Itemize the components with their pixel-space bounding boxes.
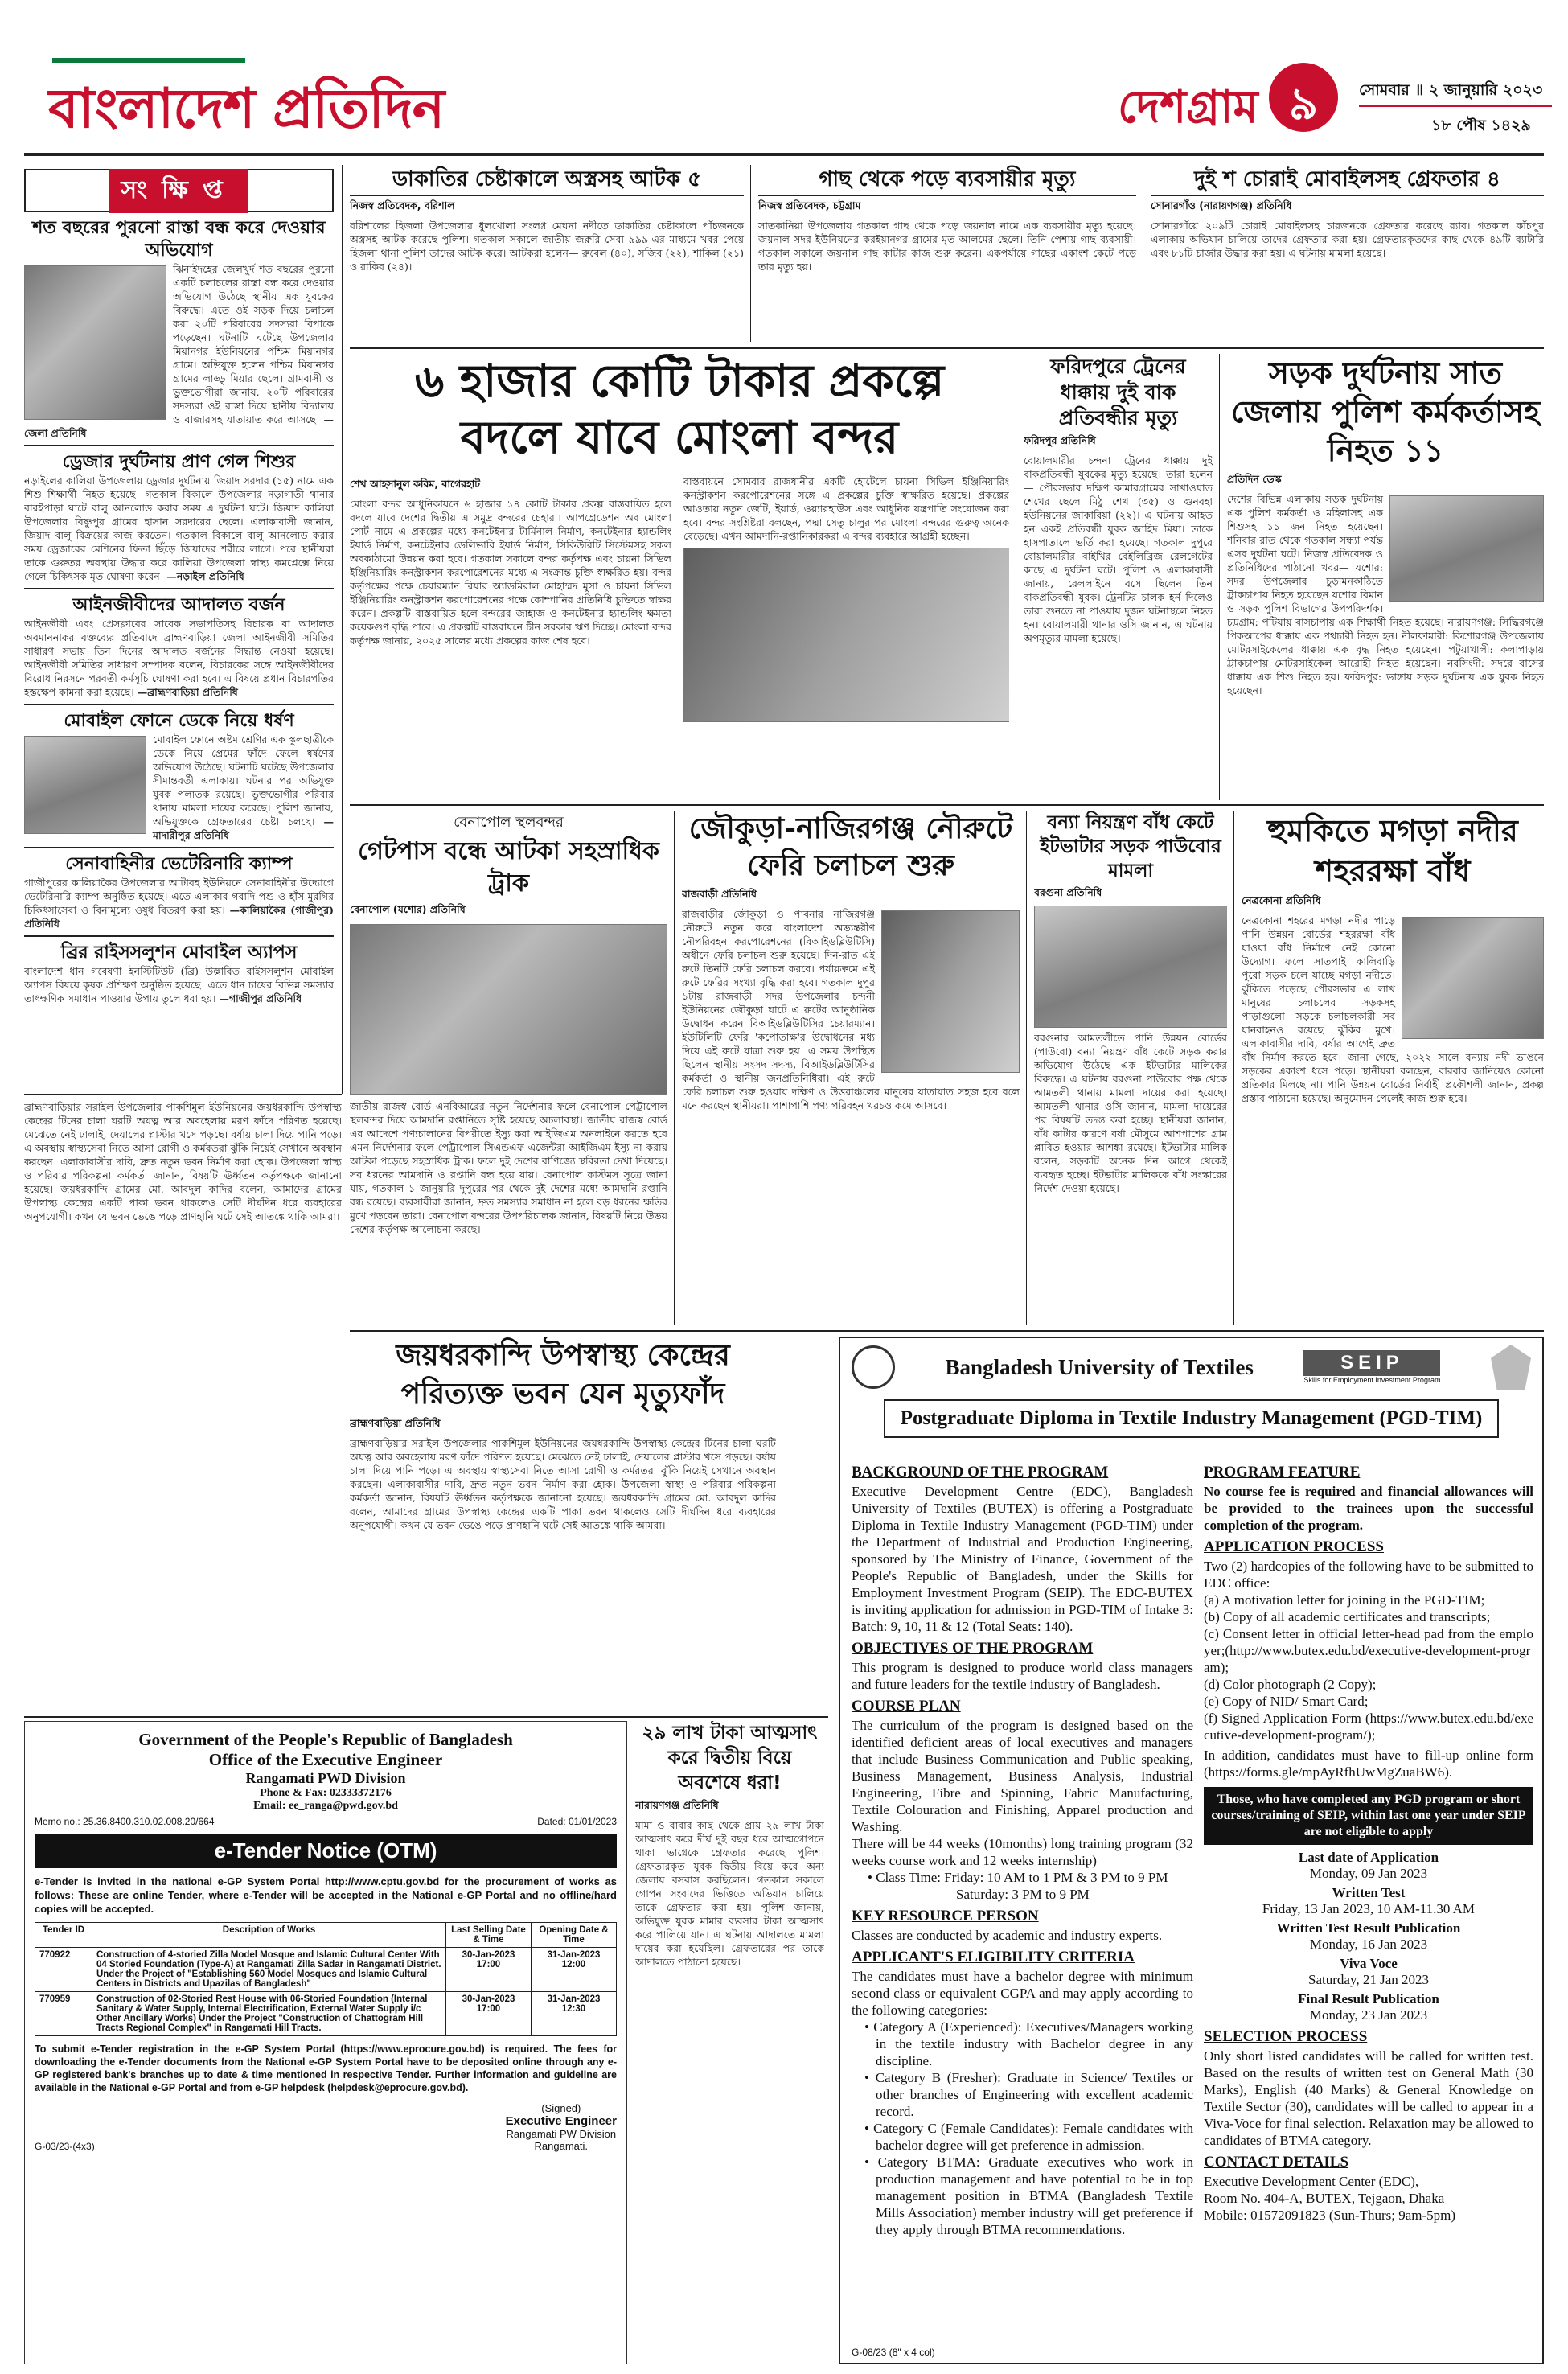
news-body: রাজবাড়ীর জৌকুড়া ও পাবনার নাজিরগঞ্জ নৌরুটে নতুন করে বাংলাদেশ অভ্যন্তরীণ নৌপরিবহন করপোরেশনের (বিআইডব্লিউটিসি) অধীনে ফেরি চলাচল শুরু হয়েছে। দিন-রাত এই রুটে তিনটি ফেরি চলাচল করবে। পর্যায়ক্রমে এই রুটে ফেরির সংখ্যা বৃদ্ধি করা হবে। গতকাল দুপুর ১টায় রাজবাড়ী সদর উপজেলার চন্দনী ইউনিয়নের জৌকুড়া ঘাটে এ রুটের আনুষ্ঠানিক উদ্বোধন করেন বিআইডব্লিউটিসির চেয়ারম্যান। ইউটিলিটি ফেরি 'কপোতাক্ষ'র উদ্বোধনের মধ্য দিয়ে এই রুটে যাত্রা শুরু হয়। এ সময় উপস্থিত ছিলেন স্থানীয় সংসদ সদস্য, বিআইডব্লিউটিসির কর্মকর্তা ও স্থানীয় জনপ্রতিনিধিরা। এই রুটে ফেরি চলাচল শুরু হওয়ায় দক্ষিণ ও উত্তরাঞ্চলের মানুষের যাতায়াত সহজ হবে বলে মনে করছেন স্থানীয়রা। পাশাপাশি পণ্য পরিবহন খরচও কমে আসবে। (682, 908, 1020, 1111)
date-value: Monday, 23 Jan 2023 (1309, 2007, 1428, 2023)
sidebar-item (24, 710, 334, 842)
news-photo (881, 910, 1020, 1073)
sidebar (24, 169, 334, 1078)
sel-heading: SELECTION PROCESS (1204, 2028, 1368, 2045)
lead-body: মোংলা বন্দর আধুনিকায়নে ৬ হাজার ১৪ কোটি টাকার প্রকল্প বাস্তবায়িত হলে বদলে যাবে দেশের দ্বিতীয় এ সমুদ্র বন্দরের চেহারা। আপগ্রেডেশন অব মোংলা পোর্ট নামে এ প্রকল্পের মধ্যে কনটেইনার টার্মিনাল নির্মাণ, কনটেইনার হ্যান্ডলিং ইয়ার্ড নির্মাণ, কনটেইনার ডেলিভারি ইয়ার্ড নির্মাণ, সিকিউরিটি সিস্টেমসহ সকল অবকাঠামো উন্নয়ন করা হবে। গতকাল সকালে বন্দর কর্তৃপক্ষ এবং চায়না সিভিল ইঞ্জিনিয়ারিং কনস্ট্রাকশন করপোরেশনের মধ্যে এ সংক্রান্ত চুক্তি স্বাক্ষরিত হয়। বন্দর কর্তৃপক্ষের পক্ষে চেয়ারম্যান রিয়ার অ্যাডমিরাল মোহাম্মদ মুসা ও চায়না সিভিল ইঞ্জিনিয়ারিং কনস্ট্রাকশন করপোরেশনের পক্ষে কোম্পানির প্রতিনিধি চুক্তিতে স্বাক্ষর করেন। প্রকল্পটি বাস্তবায়িত হলে বন্দরের জাহাজ ও কনটেইনার হ্যান্ডলিং ক্ষমতা কয়েকগুণ বৃদ্ধি পাবে। এ প্রকল্পটি বাস্তবায়নে চীন সরকার ঋণ দিচ্ছে। মোংলা বন্দর কর্তৃপক্ষ জানায়, ২০২৫ সালের মধ্যে প্রকল্পের কাজ শেষ হবে। (350, 498, 671, 647)
seip-logo-subtitle: Skills for Employment Investment Program (1303, 1376, 1441, 1384)
news-item-benapole (350, 811, 667, 1325)
sidebar-item-title: শত বছরের পুরনো রাস্তা বন্ধ করে দেওয়ার অভিযোগ (32, 218, 326, 261)
news-item (1151, 165, 1544, 342)
app-extra[interactable]: In addition, candidates must have to fill-up online form (https://forms.gle/mpAyRfhUwMgZuaBW6). (1204, 1748, 1533, 1780)
news-photo (1389, 495, 1544, 602)
sidebar-item-body: নড়াইলের কালিয়া উপজেলায় ড্রেজার দুর্ঘটনায় জিয়াদ সরদার (১৫) নামে এক শিশু শিক্ষার্থী নিহত হয়েছে। গতকাল বিকালে উপজেলার নড়াগাতী থানার বারইপাড়া ঘাটে বালু আনলোড করার সময় এ দুর্ঘটনা ঘটে। জিয়াদ কালিয়া উপজেলার বিষ্ণুপুর গ্রামের হাসান সরদারের ছেলে। এলাকাবাসী জানান, জিয়াদ বালু বিক্রয়ের কাজ করতেন। গতকাল বিকালে বালু আনলোড করার সময় ড্রেজারের মেশিনের ফিতা ছিঁড়ে জিয়াদের শরীরে লাগে। পরে স্থানীয়রা তাকে গুরুতর অবস্থায় উদ্ধার করে কালিয়া উপজেলা স্বাস্থ্য কমপ্লেক্সে নিয়ে গেলে চিকিৎসক মৃত ঘোষণা করেন। (24, 474, 334, 582)
date-bangla: ১৮ পৌষ ১৪২৯ (1431, 117, 1531, 134)
seip-logo (1303, 1350, 1440, 1384)
course-heading: COURSE PLAN (852, 1698, 961, 1715)
tender-office: Office of the Executive Engineer (208, 1750, 443, 1769)
section-rule (350, 347, 1544, 349)
masthead-rule (24, 153, 1544, 156)
app-body: Two (2) hardcopies of the following have to be submitted to EDC office: (1204, 1559, 1533, 1591)
sidebar-item (24, 594, 334, 699)
news-body: নেত্রকোনা শহরের মগড়া নদীর পাড়ে পানি উন্নয়ন বোর্ডের শহররক্ষা বাঁধ যাওয়া বাঁধ নির্মাণে নেই কোনো উদ্যোগ। ফলে সাতপাই কালিবাড়ি পুরো সড়ক চলে যাচ্ছে মগড়া নদীতে। ঝুঁকিতে পড়েছে পৌরসভার এ লাখ মানুষের চলাচলের সড়কসহ পাড়াগুলো। সড়কে চলাচলকারী সব যানবাহনও রয়েছে ঝুঁকির মুখে। এলাকাবাসীর দাবি, বর্ষার আগেই দ্রুত বাঁধ নির্মাণ করতে হবে। জানা গেছে, ২০২২ সালে বন্যায় নদী ভাঙনে সড়কের একাংশ ধসে পড়ে। স্থানীয়রা বলছেন, বারবার জানিয়েও কোনো প্রতিকার মিলছে না। পানি উন্নয়ন বোর্ডের নির্বাহী প্রকৌশলী জানান, প্রকল্প প্রস্তাব পাঠানো হয়েছে। অনুমোদন পেলেই কাজ শুরু হবে। (1242, 914, 1544, 1104)
logo-strip (52, 58, 245, 63)
col-header: Opening Date & Time (532, 1923, 617, 1948)
sidebar-item (24, 853, 334, 930)
sidebar-item-title: সেনাবাহিনীর ভেটেরিনারি ক্যাম্প (65, 854, 293, 874)
news-item-bonna (1034, 811, 1227, 1325)
date-label: Written Test (1332, 1885, 1406, 1900)
tender-desc: Construction of 4-storied Zilla Model Mosque and Islamic Cultural Center With 04 Storied Foundation (Type-A) at Rangamati Zilla Sadar in Rangamati District. Under the Project of "Establishing 560 Model Mosques and Islamic Cultural Centers in Districts and Upazilas of Bangladesh" (92, 1948, 446, 1992)
col-header: Description of Works (92, 1923, 446, 1948)
news-body: মামা ও বাবার কাছ থেকে প্রায় ২৯ লাখ টাকা আত্মসাৎ করে দীর্ঘ দুই বছর ধরে আত্মগোপনে থাকা ভাগ্নেকে গ্রেফতার করেছে পুলিশ। গ্রেফতারকৃত যুবক দ্বিতীয় বিয়ে করে অন্য জেলায় বসবাস করছিলেন। গতকাল সকালে গোপন সংবাদের ভিত্তিতে অভিযান চালিয়ে তাকে গ্রেফতার করা হয়। পুলিশ জানায়, অভিযুক্ত যুবক মামার ব্যবসার টাকা আত্মসাৎ করে পালিয়ে যান। এ ঘটনায় আদালতে মামলা দায়ের করা হয়েছিল। গ্রেফতারের পর তাকে আদালতে পাঠানো হয়েছে। (635, 1819, 824, 1968)
news-item (758, 165, 1136, 342)
news-byline: নেত্রকোনা প্রতিনিধি (1242, 894, 1321, 906)
tender-last-selling: 30-Jan-2023 17:00 (446, 1992, 532, 2036)
tender-email[interactable]: Email: ee_ranga@pwd.gov.bd (253, 1800, 398, 1812)
sidebar-header (24, 169, 334, 212)
butex-logo (852, 1345, 895, 1389)
tender-division: Rangamati PWD Division (245, 1770, 406, 1786)
sidebar-item (24, 217, 334, 440)
obj-body: This program is designed to produce world class managers and future leaders for the textile industry of Bangladesh. (852, 1660, 1193, 1692)
news-photo (350, 924, 667, 1095)
news-headline[interactable]: ২৯ লাখ টাকা আত্মসাৎ করে দ্বিতীয় বিয়ে অবশেষে ধরা! (642, 1723, 818, 1793)
news-body: জাতীয় রাজস্ব বোর্ড এনবিআরের নতুন নির্দেশনার ফলে বেনাপোল পেট্রাপোল স্থলবন্দর দিয়ে আমদানি রপ্তানিতে সৃষ্টি হয়েছে অচলাবস্থা। জাতীয় রাজস্ব বোর্ড এর আদেশে পণ্যচালানের বিপরীতে ইস্যু করা আইজিএম অনলাইনে করতে হবে এমন নির্দেশনার ফলে পেট্রাপোল সিএন্ডএফ এজেন্টরা আইজিএম ইস্যু না করায় আটকা পড়েছে সহস্রাধিক ট্রাক। ফলে দুই দেশের বাণিজ্যে স্থবিরতা দেখা দিয়েছে। সব ধরনের আমদানি ও রপ্তানি বন্ধ হয়ে যায়। বেনাপোল কাস্টমস সূত্রে জানা যায়, গতকাল ১ জানুয়ারি দুপুরের পর থেকে দুই দেশের মধ্যে আমদানি রপ্তানি বন্ধ রয়েছে। ব্যবসায়ীরা জানান, দ্রুত সমস্যার সমাধান না হলে বড় ধরনের ক্ষতির মুখে পড়বেন তারা। বেনাপোল বন্দরের উপপরিচালক জানান, বিষয়টি নিয়ে উভয় দেশের কর্তৃপক্ষ আলোচনা করছে। (350, 1100, 667, 1235)
section-rule (350, 1330, 1544, 1332)
page-number: ৯ (1288, 78, 1319, 130)
tender-opening: 31-Jan-2023 12:30 (532, 1992, 617, 2036)
lead-body-continued: বাস্তবায়নে সোমবার রাজধানীর একটি হোটেলে চায়না সিভিল ইঞ্জিনিয়ারিং কনস্ট্রাকশন করপোরেশনের সঙ্গে এ প্রকল্পের চুক্তি স্বাক্ষরিত হয়েছে। প্রকল্পের আওতায় নতুন জেটি, ইয়ার্ড, ওয়্যারহাউস এবং আধুনিক যন্ত্রপাতি সংযোজন করা হবে। বন্দর সংশ্লিষ্টরা বলছেন, পদ্মা সেতু চালুর পর মোংলা বন্দরের গুরুত্ব অনেক বেড়েছে। এখন আমদানি-রপ্তানিকারকরা এ বন্দর ব্যবহারে আগ্রহী হচ্ছেন। (683, 475, 1009, 542)
tender-desc: Construction of 02-Storied Rest House with 06-Storied Foundation (Internal Sanitary & Water Supply, Internal Electrification, External Water Supply i/c Other Ancillary Works) Under the Project "Construction of Chattogram Hill Tracts Regional Complex" in Rangamati Hill Tracts. (92, 1992, 446, 2036)
tender-code: G-03/23-(4x3) (35, 2141, 95, 2152)
news-body: ব্রাহ্মণবাড়িয়ার সরাইল উপজেলার পাকশিমুল ইউনিয়নের জয়ধরকান্দি উপস্বাস্থ্য কেন্দ্রের টিনের চালা ঘরটি অযত্ন আর অবহেলায় মরণ ফাঁদে পরিণত হয়েছে। মেঝেতে নেই ঢালাই, দেয়ালের প্লাস্টার খসে পড়ছে। বর্ষায় চালা দিয়ে পানি পড়ে। এ অবস্থায় স্বাস্থ্যসেবা নিতে আসা রোগী ও কর্মরতরা ঝুঁকি নিয়েই সেখানে অবস্থান করছেন। এলাকাবাসীর দাবি, দ্রুত নতুন ভবন নির্মাণ করা হোক। উপজেলা স্বাস্থ্য ও পরিবার পরিকল্পনা কর্মকর্তা জানান, বিষয়টি ঊর্ধ্বতন কর্তৃপক্ষকে জানানো হয়েছে। জয়ধরকান্দি গ্রামের মো. আবদুল কাদির বলেন, আমাদের গ্রামের উপস্বাস্থ্য কেন্দ্রের একটি পাকা ভবন থাকলেও সেটি দীর্ঘদিন ধরে ব্যবহারের অনুপযোগী। কখন যে ভবন ভেঙে পড়ে প্রাণহানি ঘটে সেই আতঙ্কে থাকি আমরা। (350, 1437, 776, 1531)
elig-body: The candidates must have a bachelor degree with minimum second class or equivalent CGPA and may apply according to the following categories: (852, 1969, 1193, 2018)
news-photo (1402, 917, 1544, 1039)
lead-story (350, 354, 1009, 800)
news-byline: প্রতিদিন ডেস্ক (1227, 473, 1282, 485)
news-body: সাতকানিয়া উপজেলায় গতকাল গাছ থেকে পড়ে জয়নাল নামে এক ব্যবসায়ীর মৃত্যু হয়েছে। জয়নাল সদর ইউনিয়নের করইয়ানগর গ্রামের মৃত আলমের ছেলে। তিনি পেশায় গাছ ব্যবসায়ী। গতকাল সকালে জয়নাল গাছ কাটার কাজ শুরু করেন। একপর্যায়ে গাছের একাংশ কেটে পড়ে তার মৃত্যু হয়। (758, 220, 1136, 273)
dates-block (1204, 1850, 1533, 2023)
contact-line: Mobile: 01572091823 (Sun-Thurs; 9am-5pm) (1204, 2208, 1456, 2223)
sidebar-item-title: ব্রির রাইসসলুশন মোবাইল অ্যাপস (60, 943, 298, 963)
news-byline: ফরিদপুর প্রতিনিধি (1024, 434, 1096, 446)
class-time-sat: Saturday: 3 PM to 9 PM (956, 1887, 1090, 1902)
news-body: বোয়ালমারীর চন্দনা ট্রেনের ধাক্কায় দুই বাকপ্রতিবন্ধী যুবকের মৃত্যু হয়েছে। তারা হলেন— পৌরসভার দক্ষিণ কামারগ্রামের সাখাওয়াত শেখের ছেলে মিঠু শেখ (৩৫) ও গুনবহা ইউনিয়নের জাকারিয়া (২২)। এ ঘটনায় আহত হন একই প্রতিবন্ধী যুবক জাহিদ মিয়া। তাকে হাসপাতালে ভর্তি করা হয়েছে। গতকাল দুপুরে বোয়ালমারীর বাইখির বেইলিব্রিজ রেলগেটের কাছে এ দুর্ঘটনা ঘটে। পুলিশ ও এলাকাবাসী জানায়, রেললাইনে বসে ছিলেন তিন বাকপ্রতিবন্ধী যুবক। ট্রেনটির চালক হর্ন দিলেও তারা শুনতে না পাওয়ায় দুজন ঘটনাস্থলে নিহত হন। বোয়ালমারী থানার ওসি জানান, এ ঘটনায় অপমৃত্যুর মামলা হয়েছে। (1024, 454, 1213, 644)
govt-emblem (1491, 1345, 1531, 1390)
sidebar-item-credit: —মাদারীপুর প্রতিনিধি (153, 815, 334, 841)
sidebar-item-body: মোবাইল ফোনে অষ্টম শ্রেণির এক স্কুলছাত্রীকে ডেকে নিয়ে প্রেমের ফাঁদে ফেলে ধর্ষণের অভিযোগ উঠেছে। ঘটনাটি ঘটেছে উপজেলার সীমান্তবর্তী এলাকায়। ঘটনার পর অভিযুক্ত যুবক পলাতক রয়েছে। ভুক্তভোগীর পরিবার থানায় মামলা দায়ের করেছে। পুলিশ জানায়, অভিযুক্তকে গ্রেফতারের চেষ্টা চলছে। (153, 733, 334, 828)
sidebar-lower (24, 1100, 342, 1711)
sidebar-item-credit: —ব্রাহ্মণবাড়িয়া প্রতিনিধি (137, 686, 238, 698)
course-body: The curriculum of the program is designed based on the identified deficient areas of local executives and managers that include Business Communication and Public speaking, Business Management, Business Analysis, Industrial Engineering, Fibre and Spinning, Fabric Manufacturing, Textile Colouration and Finishing, Apparel production and Washing. (852, 1718, 1193, 1834)
tender-table (35, 1922, 617, 2036)
news-byline: রাজবাড়ী প্রতিনিধি (682, 888, 757, 900)
news-headline[interactable]: গাছ থেকে পড়ে ব্যবসায়ীর মৃত্যু (758, 165, 1136, 196)
news-headline[interactable]: বন্যা নিয়ন্ত্রণ বাঁধ কেটে ইটভাটার সড়ক পাউবোর মামলা (1040, 812, 1221, 881)
sidebar-lower-text: ব্রাহ্মণবাড়িয়ার সরাইল উপজেলার পাকশিমুল ইউনিয়নের জয়ধরকান্দি উপস্বাস্থ্য কেন্দ্রের টিনের চালা ঘরটি অযত্ন আর অবহেলায় মরণ ফাঁদে পরিণত হয়েছে। মেঝেতে নেই ঢালাই, দেয়ালের প্লাস্টার খসে পড়ছে। বর্ষায় চালা দিয়ে পানি পড়ে। এ অবস্থায় স্বাস্থ্যসেবা নিতে আসা রোগী ও কর্মরতরা ঝুঁকি নিয়েই সেখানে অবস্থান করছেন। এলাকাবাসীর দাবি, দ্রুত নতুন ভবন নির্মাণ করা হোক। উপজেলা স্বাস্থ্য ও পরিবার পরিকল্পনা কর্মকর্তা জানান, বিষয়টি ঊর্ধ্বতন কর্তৃপক্ষকে জানানো হয়েছে। জয়ধরকান্দি গ্রামের মো. আবদুল কাদির বলেন, আমাদের গ্রামের উপস্বাস্থ্য কেন্দ্রের একটি পাকা ভবন থাকলেও সেটি দীর্ঘদিন ধরে ব্যবহারের অনুপযোগী। কখন যে ভবন ভেঙে পড়ে প্রাণহানি ঘটে সেই আতঙ্কে থাকি আমরা। (24, 1101, 342, 1222)
tender-id: 770959 (35, 1992, 92, 2036)
feat-body: No course fee is required and financial allowances will be provided to the trainees upon the successful completion of the program. (1204, 1484, 1533, 1533)
date-label: Written Test Result Publication (1276, 1920, 1461, 1936)
col-header: Tender ID (35, 1923, 92, 1948)
news-item-sadak (1227, 354, 1544, 800)
news-byline: ব্রাহ্মণবাড়িয়া প্রতিনিধি (350, 1417, 441, 1429)
key-heading: KEY RESOURCE PERSON (852, 1908, 1039, 1924)
contact-line: Executive Development Center (EDC), (1204, 2174, 1419, 2189)
app-heading: APPLICATION PROCESS (1204, 1538, 1384, 1555)
lead-photo (683, 548, 1009, 722)
contact-heading: CONTACT DETAILS (1204, 2154, 1349, 2171)
program-title: Postgraduate Diploma in Textile Industry Management (PGD-TIM) (884, 1399, 1499, 1438)
news-body: দেশের বিভিন্ন এলাকায় সড়ক দুর্ঘটনায় এক পুলিশ কর্মকর্তা ও মহিলাসহ এক শিশুসহ ১১ জন নিহত হয়েছেন। শনিবার রাত থেকে গতকাল সন্ধ্যা পর্যন্ত এসব দুর্ঘটনা ঘটে। নিজস্ব প্রতিবেদক ও প্রতিনিধিদের পাঠানো খবর— যশোর: সদর উপজেলার চুড়ামনকাঠিতে ট্রাকচাপায় নিহত হয়েছেন যশোর বিমান ও সড়ক পুলিশ বিভাগের উপপরিদর্শক। চট্টগ্রাম: পটিয়ায় বাসচাপায় এক শিক্ষার্থী নিহত হয়েছে। নারায়ণগঞ্জ: সিদ্ধিরগঞ্জে পিকআপের ধাক্কায় এক পথচারী নিহত হন। নীলফামারী: কিশোরগঞ্জ উপজেলায় মোটরসাইকেলের ধাক্কায় এক বৃদ্ধ নিহত হয়েছেন। পটুয়াখালী: কলাপাড়ায় ট্রাকচাপায় মোটরসাইকেল আরোহী নিহত হয়েছেন। নরসিংদী: সদরে বাসের ধাক্কায় এক শিশু নিহত হয়। ফরিদপুর: ভাঙ্গায় সড়ক দুর্ঘটনায় এক যুবক নিহত হয়েছেন। (1227, 493, 1544, 696)
news-photo (1034, 906, 1227, 1028)
sidebar-item-credit: —জেলা প্রতিনিধি (24, 413, 334, 439)
app-item[interactable]: (c) Consent letter in official letter-head pad from the employer;(http://www.butex.edu.bd/executive-development-program); (1204, 1626, 1533, 1675)
date-value: Monday, 16 Jan 2023 (1309, 1937, 1428, 1952)
category-text: Category A (Experienced): Executives/Managers working in the textile industry with Bachelor degree in any discipline. (873, 2019, 1193, 2068)
tender-intro: e-Tender is invited in the national e-GP System Portal http://www.cptu.gov.bd for the procurement of works as follows: These are online Tender, where e-Tender will be accepted in the National e-GP Portal and no offline/hard copies will be accepted. (35, 1875, 617, 1915)
eligibility-warning: Those, who have completed any PGD program or short courses/training of SEIP, within last one year under SEIP are not eligible to apply (1204, 1787, 1533, 1845)
date-label: Viva Voce (1340, 1956, 1398, 1971)
university-name: Bangladesh University of Textiles (945, 1354, 1254, 1379)
tender-sign-place: Rangamati. (534, 2140, 589, 2152)
bg-body: Executive Development Centre (EDC), Bangladesh University of Textiles (BUTEX) is offering a Postgraduate Diploma in Textile Industry Management (PGD-TIM) under the Department of Industrial and Production Engineering, sponsored by The Ministry of Finance, Government of the People's Republic of Bangladesh, under the Skills for Employment Investment Program (SEIP). The EDC-BUTEX is inviting application for admission in PGD-TIM of Intake 3: Batch: 9, 10, 11 & 12 (Total Seats: 140). (852, 1484, 1193, 1634)
news-item (350, 165, 744, 342)
category-item: • Category A (Experienced): Executives/Managers working in the textile industry with Bachelor degree in any discipline. (864, 2019, 1193, 2068)
date-divider (1359, 105, 1552, 107)
tender-phone: Phone & Fax: 02333372176 (260, 1787, 392, 1799)
app-item: (d) Color photograph (2 Copy); (1204, 1677, 1377, 1692)
news-body: বরিশালের হিজলা উপজেলার ধুলখোলা সংলগ্ন মেঘনা নদীতে ডাকাতির চেষ্টাকালে পাঁচজনকে অস্ত্রসহ আটক করেছে পুলিশ। গতকাল সকালে জাতীয় জরুরি সেবা ৯৯৯-এর মাধ্যমে খবর পেয়ে হিজলা থানা পুলিশ তাদের আটক করে। আটকরা হলেন— রুবেল (৪০), সজিব (২২), শাকিল (২১) ও রাকিব (২৪)। (350, 220, 745, 273)
sel-body: Only short listed candidates will be called for written test. Based on the results of written test on General Math (30 Marks), English (40 Marks) & General Knowledge on Textile Sector (30), candidates will be called to appear in a Viva-Voce for final selection. Relaxation may be allowed to candidates of BTMA category. (1204, 2048, 1533, 2148)
tender-sign-division: Rangamati PW Division (506, 2128, 617, 2140)
tender-notice (24, 1721, 627, 2364)
section-title: দেশগ্রাম (1118, 81, 1258, 133)
news-byline: বরগুনা প্রতিনিধি (1034, 886, 1102, 898)
date-label: Last date of Application (1298, 1850, 1439, 1865)
section-rule (350, 804, 1544, 806)
table-row (35, 1992, 617, 2036)
obj-heading: OBJECTIVES OF THE PROGRAM (852, 1640, 1094, 1657)
tender-memo: Memo no.: 25.36.8400.310.02.008.20/664 (35, 1816, 215, 1827)
date-value: Friday, 13 Jan 2023, 10 AM-11.30 AM (1262, 1901, 1476, 1916)
class-time-text: Class Time: Friday: 10 AM to 1 PM & 3 PM to 9 PM (876, 1870, 1168, 1885)
date-label: Final Result Publication (1298, 1991, 1439, 2006)
tender-id: 770922 (35, 1948, 92, 1992)
table-row (35, 1948, 617, 1992)
news-item-bibaho (635, 1721, 824, 2364)
tender-sign-title: Executive Engineer (505, 2114, 617, 2128)
news-headline[interactable]: হুমকিতে মগড়া নদীর শহররক্ষা বাঁধ (1267, 813, 1518, 889)
tender-footer: To submit e-Tender registration in the e-GP System Portal (https://www.eprocure.gov.bd) is required. The fees for downloading the e-Tender documents from the National e-GP System Portal have to be deposited online through any e-GP registered bank's branches up to date & time mentioned in respective Tender. Further information and guideline are available in the National e-GP Portal and from e-GP helpdesk (helpdesk@eprocure.gov.bd). (35, 2043, 617, 2093)
sidebar-item-title: মোবাইল ফোনে ডেকে নিয়ে ধর্ষণ (64, 711, 294, 731)
app-item: (a) A motivation letter for joining in the PGD-TIM; (1204, 1592, 1485, 1608)
date-value: Monday, 09 Jan 2023 (1309, 1866, 1428, 1881)
news-item-faridpur (1024, 354, 1213, 800)
feat-heading: PROGRAM FEATURE (1204, 1464, 1361, 1481)
ad-code: G-08/23 (8" x 4 col) (852, 2347, 935, 2358)
category-text: Category B (Fresher): Graduate in Science/ Textiles or other branches of Engineering with excellent academic record. (875, 2070, 1193, 2119)
tender-gov: Government of the People's Republic of Bangladesh (138, 1730, 513, 1749)
table-header-row (35, 1923, 617, 1948)
contact-line: Room No. 404-A, BUTEX, Tejgaon, Dhaka (1204, 2191, 1445, 2206)
tender-opening: 31-Jan-2023 12:00 (532, 1948, 617, 1992)
news-headline[interactable]: ডাকাতির চেষ্টাকালে অস্ত্রসহ আটক ৫ (350, 165, 744, 196)
app-item[interactable]: (f) Signed Application Form (https://www.butex.edu.bd/executive-development-program/); (1204, 1711, 1533, 1743)
news-byline: সোনারগাঁও (নারায়ণগঞ্জ) প্রতিনিধি (1151, 199, 1292, 212)
sidebar-item-body: আইনজীবী এবং প্রেসক্লাবের সাবেক সভাপতিসহ বিচারক বা আদালত অবমাননাকর বক্তব্যের প্রতিবাদে ব্রাহ্মণবাড়িয়া জেলা আইনজীবী সমিতির সাধারণ সভায় তিন দিনের আদালত বর্জনের সিদ্ধান্ত নেওয়া হয়েছে। আইনজীবী সমিতির সাধারণ সম্পাদক বলেন, বিচারকের সঙ্গে আইনজীবীদের বিরোধ নিরসনে পরবর্তী কর্মসূচি ঘোষণা করা হবে। এ বিষয়ে প্রধান বিচারপতির হস্তক্ষেপ কামনা করা হয়েছে। (24, 618, 334, 698)
lead-headline-line1[interactable]: ৬ হাজার কোটি টাকার প্রকল্পে (414, 355, 945, 408)
news-headline[interactable]: গেটপাস বন্ধে আটকা সহস্রাধিক ট্রাক (358, 837, 659, 897)
seip-logo-text: SEIP (1303, 1350, 1440, 1376)
logo[interactable]: বাংলাদেশ প্রতিদিন (48, 77, 445, 141)
sidebar-item-title: ড্রেজার দুর্ঘটনায় প্রাণ গেল শিশুর (62, 452, 296, 472)
tender-last-selling: 30-Jan-2023 17:00 (446, 1948, 532, 1992)
news-byline: বেনাপোল (যশোর) প্রতিনিধি (350, 903, 466, 915)
sidebar-item-credit: —গাজীপুর প্রতিনিধি (219, 992, 302, 1004)
news-byline: নারায়ণগঞ্জ প্রতিনিধি (635, 1799, 719, 1811)
butex-advertisement (839, 1337, 1544, 2364)
news-byline: নিজস্ব প্রতিবেদক, বরিশাল (350, 199, 455, 212)
news-headline[interactable]: জৌকুড়া-নাজিরগঞ্জ নৌরুটে ফেরি চলাচল শুরু (688, 812, 1013, 882)
news-body: বরগুনার আমতলীতে পানি উন্নয়ন বোর্ডের (পাউবো) বন্যা নিয়ন্ত্রণ বাঁধ কেটে সড়ক করার অভিযোগ উঠেছে এক ইটভাটার মালিকের বিরুদ্ধে। এ ঘটনায় বরগুনা পাউবোর পক্ষ থেকে আমতলী থানায় মামলা দায়ের করা হয়েছে। আমতলী থানার ওসি জানান, মামলা দায়েরের পর বিষয়টি তদন্ত করা হচ্ছে। স্থানীয়রা জানান, বাঁধ কাটার কারণে বর্ষা মৌসুমে আশপাশের গ্রাম প্লাবিত হওয়ার আশঙ্কা রয়েছে। ইটভাটার মালিক বলেন, সড়কটি অনেক দিন আগে থেকেই ব্যবহৃত হচ্ছে। ইটভাটার মালিককে বাঁধ সংস্কারের নির্দেশ দেওয়া হয়েছে। (1034, 1032, 1227, 1194)
sidebar-item-body: ঝিনাইদহের জেলখুর্দ শত বছরের পুরনো একটি চলাচলের রাস্তা বন্ধ করে দেওয়ার অভিযোগ উঠেছে স্থানীয় এক যুবকের বিরুদ্ধে। এতে ওই সড়ক দিয়ে চলাচল করা ২০টি পরিবারের সদস্যরা বিপাকে পড়েছেন। ঘটনাটি ঘটেছে উপজেলার মিয়ানগর ইউনিয়নের পশ্চিম মিয়ানগর গ্রামে। অভিযুক্ত হলেন পশ্চিম মিয়ানগর গ্রামের লাড্ডু মিয়ার ছেলে। গ্রামবাসী ও ভুক্তভোগীরা জানায়, ২০টি পরিবারের সদস্যরা ওই রাস্তা দিয়ে স্থানীয় বিদ্যালয় ও বাজারসহ যাতায়াত করে আসছে। (173, 263, 334, 425)
news-item-mogra (1242, 811, 1544, 1325)
sidebar-header-text: সংক্ষিপ্ত (109, 169, 248, 213)
news-item-joydhar (350, 1337, 776, 1715)
class-time: • Class Time: Friday: 10 AM to 1 PM & 3 PM to 9 PM (868, 1870, 1168, 1885)
sidebar-photo (24, 736, 146, 834)
masthead (0, 0, 1568, 161)
date-value: Saturday, 21 Jan 2023 (1308, 1972, 1429, 1987)
sidebar-item-body: গাজীপুরের কালিয়াকৈর উপজেলার আটাবহ ইউনিয়নে সেনাবাহিনীর উদ্যোগে ভেটেরিনারি ক্যাম্প অনুষ্ঠিত হয়েছে। এতে এলাকার গবাদি পশু ও হাঁস-মুরগির চিকিৎসাসেবা ও বিনামূল্যে ওষুধ বিতরণ করা হয়। (24, 877, 334, 916)
news-headline[interactable]: সড়ক দুর্ঘটনায় সাত জেলায় পুলিশ কর্মকর্তাসহ নিহত ১১ (1231, 355, 1540, 468)
key-body: Classes are conducted by academic and industry experts. (852, 1928, 1163, 1943)
news-headline[interactable]: দুই শ চোরাই মোবাইলসহ গ্রেফতার ৪ (1151, 165, 1544, 196)
bg-heading: BACKGROUND OF THE PROGRAM (852, 1464, 1109, 1481)
app-item: (b) Copy of all academic certificates and transcripts; (1204, 1609, 1491, 1624)
news-kicker: বেনাপোল স্থলবন্দর (454, 814, 564, 831)
lead-headline-line2[interactable]: বদলে যাবে মোংলা বন্দর (460, 412, 899, 464)
tender-title: e-Tender Notice (OTM) (35, 1834, 617, 1868)
sidebar-item-credit: —নড়াইল প্রতিনিধি (166, 570, 244, 582)
news-headline[interactable]: ফরিদপুরে ট্রেনের ধাক্কায় দুই বাক প্রতিবন্ধীর মৃত্যু (1050, 355, 1186, 429)
category-item: • Category B (Fresher): Graduate in Science/ Textiles or other branches of Engineering with excellent academic record. (864, 2070, 1193, 2119)
sidebar-item (24, 942, 334, 1005)
col-header: Last Selling Date & Time (446, 1923, 532, 1948)
category-text: Category C (Female Candidates): Female candidates with bachelor degree will get preference in admission. (873, 2121, 1193, 2153)
lead-byline: শেখ আহসানুল করিম, বাগেরহাট (350, 478, 481, 490)
top-strip (350, 165, 1544, 346)
tender-dated: Dated: 01/01/2023 (537, 1816, 617, 1827)
course-duration: There will be 44 weeks (10months) long training program (32 weeks course work and 12 weeks internship) (852, 1836, 1193, 1868)
sidebar-item-credit: —কালিয়াকৈর (গাজীপুর) প্রতিনিধি (24, 904, 334, 930)
news-byline: নিজস্ব প্রতিবেদক, চট্টগ্রাম (758, 199, 861, 212)
news-item-joukura (682, 811, 1020, 1325)
category-text: Category BTMA: Graduate executives who work in production management and have potential to be in top management position in BTMA (Bangladesh Textile Mills Association) member industry will get preference if they apply through BTMA recommendations. (876, 2154, 1194, 2237)
sidebar-item (24, 451, 334, 583)
category-item: • Category BTMA: Graduate executives who work in production management and have potential to be in top management position in BTMA (Bangladesh Textile Mills Association) member industry will get preference if they apply through BTMA recommendations. (864, 2154, 1194, 2237)
news-body: সোনারগাঁয়ে ২০৯টি চোরাই মোবাইলসহ চারজনকে গ্রেফতার করেছে র‍্যাব। গতকাল কাঁচপুর এলাকায় অভিযান চালিয়ে তাদের গ্রেফতার করা হয়। গ্রেফতারকৃতদের কাছ থেকে ৪৯টি ব্যাটারি এবং ৮১টি চার্জার উদ্ধার করা হয়। এ ঘটনায় মামলা হয়েছে। (1151, 220, 1544, 259)
sidebar-item-title: আইনজীবীদের আদালত বর্জন (72, 595, 285, 615)
tender-signed: (Signed) (541, 2102, 581, 2114)
category-item: • Category C (Female Candidates): Female candidates with bachelor degree will get preference in admission. (864, 2121, 1193, 2153)
news-headline[interactable]: জয়ধরকান্দি উপস্বাস্থ্য কেন্দ্রের পরিত্যক্ত ভবন যেন মৃত্যুফাঁদ (396, 1339, 730, 1411)
sidebar-photo (24, 265, 166, 420)
column-rule (342, 165, 343, 1094)
date-english-bangla: সোমবার ॥ ২ জানুয়ারি ২০২৩ (1359, 81, 1543, 99)
app-item: (e) Copy of NID/ Smart Card; (1204, 1694, 1369, 1709)
elig-heading: APPLICANT'S ELIGIBILITY CRITERIA (852, 1949, 1135, 1965)
sidebar-item-body: বাংলাদেশ ধান গবেষণা ইনস্টিটিউট (ব্রি) উদ্ভাবিত রাইসসলুশন মোবাইল অ্যাপস বিষয়ে কৃষক প্রশিক্ষণ অনুষ্ঠিত হয়েছে। এতে ধান চাষের বিভিন্ন সমস্যার তাৎক্ষণিক সমাধান পাওয়ার উপায় তুলে ধরা হয়। (24, 965, 334, 1004)
